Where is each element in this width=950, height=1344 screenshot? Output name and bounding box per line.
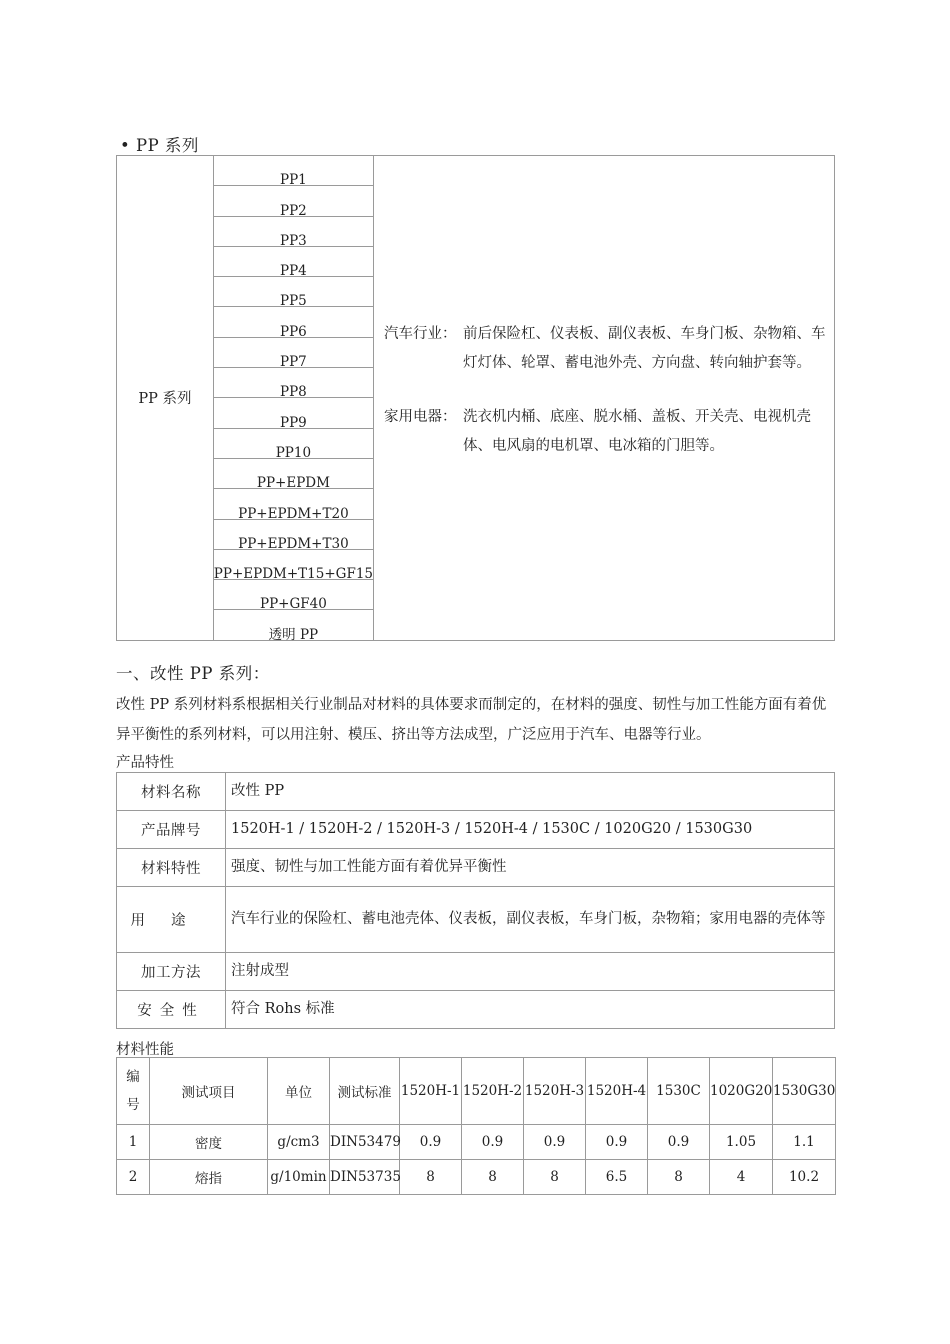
grade-cell: PP2 <box>213 186 373 216</box>
header-grade: 1520H-2 <box>462 1058 524 1125</box>
cell-value: 10.2 <box>773 1160 836 1195</box>
grade-cell: PP5 <box>213 277 373 307</box>
material-performance-table <box>116 1057 836 1195</box>
intro-paragraph: 改性 PP 系列材料系根据相关行业制品对材料的具体要求而制定的，在材料的强度、韧性与加工性能方面有着优异平衡性的系列材料，可以用注射、模压、挤出等方法成型，广泛应用于汽车、电器等行业。 <box>116 697 827 743</box>
grade-cell: PP+EPDM <box>213 458 373 488</box>
cell-standard: DIN53735 <box>330 1160 400 1195</box>
section-heading-pp-series: • PP 系列 <box>120 136 199 155</box>
prop-value-feature: 强度、韧性与加工性能方面有着优异平衡性 <box>226 849 835 887</box>
cell-value: 0.9 <box>586 1125 648 1160</box>
series-label: PP 系列 <box>138 391 192 408</box>
header-grade: 1530C <box>648 1058 710 1125</box>
grade-cell: PP+EPDM+T15+GF15 <box>213 549 373 579</box>
grade-cell: PP8 <box>213 368 373 398</box>
header-test-standard: 测试标准 <box>330 1058 400 1125</box>
grade-cell: PP10 <box>213 428 373 458</box>
header-grade: 1020G20 <box>710 1058 773 1125</box>
cell-value: 4 <box>710 1160 773 1195</box>
grade-cell: 透明 PP <box>213 610 373 640</box>
prop-key-name: 材料名称 <box>117 773 226 811</box>
prop-key-process: 加工方法 <box>117 953 226 991</box>
cell-standard: DIN53479 <box>330 1125 400 1160</box>
cell-value: 0.9 <box>524 1125 586 1160</box>
grade-cell: PP3 <box>213 216 373 246</box>
grade-cell: PP9 <box>213 398 373 428</box>
prop-key-use <box>117 887 226 953</box>
cell-unit: g/10min <box>268 1160 330 1195</box>
cell-value: 1.1 <box>773 1125 836 1160</box>
home-appliance-label: 家用电器： <box>384 409 457 425</box>
grade-cell: PP7 <box>213 337 373 367</box>
cell-item: 熔指 <box>150 1160 268 1195</box>
applications-block <box>384 320 834 461</box>
prop-value-grade: 1520H-1 / 1520H-2 / 1520H-3 / 1520H-4 / 1530C / 1020G20 / 1530G30 <box>226 811 835 849</box>
auto-industry-text: 前后保险杠、仪表板、副仪表板、车身门板、杂物箱、车灯灯体、轮罩、蓄电池外壳、方向盘、转向轴护套等。 <box>463 326 826 371</box>
grade-cell: PP+GF40 <box>213 580 373 610</box>
prop-key-grade: 产品牌号 <box>117 811 226 849</box>
applications-cell <box>374 156 835 641</box>
section-heading-modified-pp: 一、改性 PP 系列： <box>116 664 270 683</box>
cell-value: 8 <box>648 1160 710 1195</box>
header-test-item: 测试项目 <box>150 1058 268 1125</box>
pp-series-table <box>116 155 835 641</box>
header-unit: 单位 <box>268 1058 330 1125</box>
header-grade: 1520H-3 <box>524 1058 586 1125</box>
cell-value: 8 <box>524 1160 586 1195</box>
cell-value: 8 <box>462 1160 524 1195</box>
prop-value-safety: 符合 Rohs 标准 <box>226 991 835 1029</box>
prop-value-process: 注射成型 <box>226 953 835 991</box>
grade-cell: PP4 <box>213 246 373 276</box>
grade-cell: PP+EPDM+T20 <box>213 489 373 519</box>
grade-cell: PP+EPDM+T30 <box>213 519 373 549</box>
header-grade: 1530G30 <box>773 1058 836 1125</box>
prop-value-use: 汽车行业的保险杠、蓄电池壳体、仪表板，副仪表板，车身门板，杂物箱；家用电器的壳体等 <box>226 887 835 953</box>
prop-key-feature: 材料特性 <box>117 849 226 887</box>
prop-value-name: 改性 PP <box>226 773 835 811</box>
home-appliance-entry <box>384 403 834 461</box>
cell-value: 8 <box>400 1160 462 1195</box>
cell-no: 1 <box>117 1125 150 1160</box>
cell-no: 2 <box>117 1160 150 1195</box>
prop-key-use-text: 用途 <box>130 913 212 929</box>
table-row <box>117 1160 836 1195</box>
header-no: 编 号 <box>117 1058 150 1125</box>
cell-value: 0.9 <box>462 1125 524 1160</box>
grade-cell: PP1 <box>213 156 373 186</box>
cell-value: 0.9 <box>648 1125 710 1160</box>
product-properties-table <box>116 772 835 1029</box>
material-performance-label: 材料性能 <box>116 1042 174 1058</box>
series-label-cell <box>117 156 214 641</box>
prop-key-safety-text: 安全性 <box>137 1003 205 1019</box>
cell-value: 0.9 <box>400 1125 462 1160</box>
table-row <box>117 1125 836 1160</box>
header-grade: 1520H-4 <box>586 1058 648 1125</box>
prop-key-safety <box>117 991 226 1029</box>
home-appliance-text: 洗衣机内桶、底座、脱水桶、盖板、开关壳、电视机壳体、电风扇的电机罩、电冰箱的门胆等。 <box>463 409 811 454</box>
cell-unit: g/cm3 <box>268 1125 330 1160</box>
auto-industry-entry <box>384 320 834 378</box>
grade-cell: PP6 <box>213 307 373 337</box>
cell-value: 1.05 <box>710 1125 773 1160</box>
cell-item: 密度 <box>150 1125 268 1160</box>
auto-industry-label: 汽车行业： <box>384 326 457 342</box>
product-properties-label: 产品特性 <box>116 755 174 771</box>
header-grade: 1520H-1 <box>400 1058 462 1125</box>
cell-value: 6.5 <box>586 1160 648 1195</box>
